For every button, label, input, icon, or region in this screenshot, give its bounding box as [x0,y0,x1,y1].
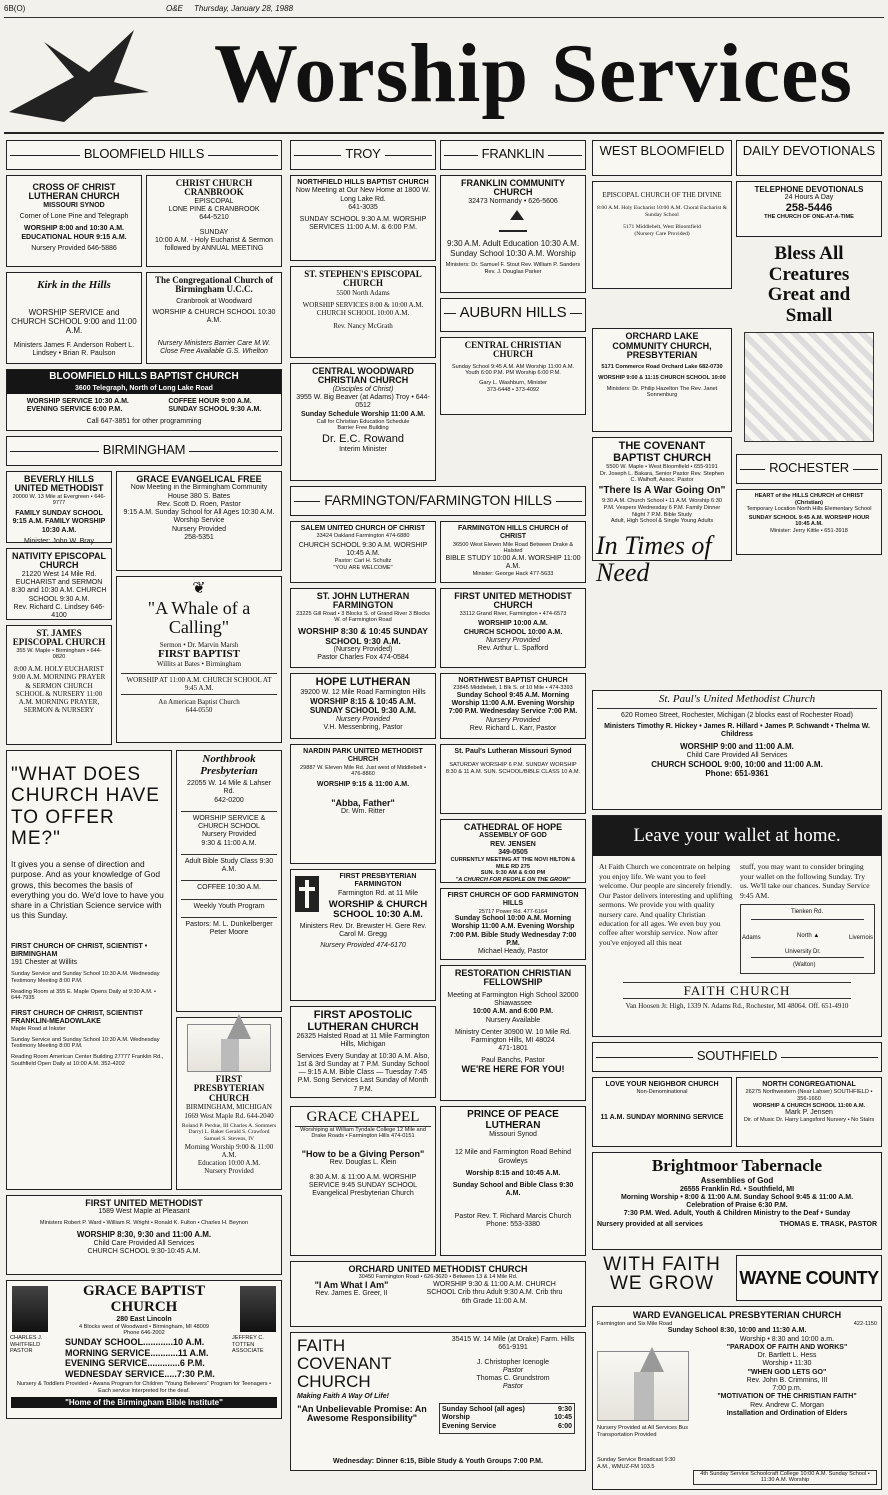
ad-ward-evangelical: WARD EVANGELICAL PRESBYTERIAN CHURCH Farmington and Six Mile Road 422-1150 Sunday School 8:30, 10:00 and 11:30 A.M. Worship • 8:30 and 10:00 a.m. "PARADOX OF FAITH AND WORKS" Dr. Bartlett L. Hess Worship • 11:30 "WHEN GOD LETS GO" Rev. John B. Crimmins, III 7:00 p.m. "MOTIVATION OF THE CHRISTIAN FAITH" Rev. Andrew C. Morgan Installation and Ordination of Elders Nursery Provided at All Services Bus Transportation Provided Sunday Service Broadcast 9:30 A.M., WMUZ-FM 103.5 4th Sunday Service Schoolcraft College 10:00 A.M. Sunday School • 11:30 A.M. Worship [592,1306,882,1490]
ad-grace-evangelical: GRACE EVANGELICAL FREE Now Meeting in the Birmingham Community House 380 S. Bates Rev. Scott D. Roen, Pastor 9:15 A.M. Sunday School for All Ages 10:30 A.M. Worship Service Nursery Provided 258-5351 [116,471,282,571]
ad-central-woodward: CENTRAL WOODWARD CHRISTIAN CHURCH (Disciples of Christ) 3955 W. Big Beaver (at Adams) Troy • 644-0512 Sunday Schedule Worship 11:00 A.M. Call for Christian Education Schedule Barrier Free Building Dr. E.C. Rowand Interim Minister [290,363,436,481]
ad-northfield-hills-baptist: NORTHFIELD HILLS BAPTIST CHURCH Now Meeting at Our New Home at 1800 W. Long Lake Rd. 641-3035 SUNDAY SCHOOL 9:30 A.M. WORSHIP SERVICES 11:00 A.M. & 6:00 P.M. [290,175,436,261]
ad-beverly-hills: BEVERLY HILLS UNITED METHODIST 20000 W. 13 Mile at Evergreen • 646-9777 FAMILY SUNDAY SCHOOL 9:15 A.M. FAMILY WORSHIP 10:30 A.M. Minister: John W. Bray [6,471,112,543]
ad-cross-of-christ: CROSS OF CHRIST LUTHERAN CHURCH MISSOURI SYNOD Corner of Lone Pine and Telegraph WORSHIP 8:00 and 10:30 A.M. EDUCATIONAL HOUR 9:15 A.M. Nursery Provided 646-5886 [6,175,142,267]
ad-congregational-church: The Congregational Church of Birmingham U.C.C. Cranbrook at Woodward WORSHIP & CHURCH SCHOOL 10:30 A.M. Nursery Ministers Barrier Care M.W. Close Free Available G.S. Whelton [146,272,282,364]
ad-heart-of-the-hills: HEART of the HILLS CHURCH of CHRIST (Christian) Temporary Location North Hills Elementary School SUNDAY SCHOOL 9:45 A.M. WORSHIP HOUR 10:45 A.M. Minister: Jerry Kittle • 651-3918 [736,489,882,555]
pastor-photo [12,1286,48,1332]
ad-whale-of-a-calling: ❦ "A Whale of a Calling" Sermon • Dr. Marvin Marsh FIRST BAPTIST Willits at Bates • Birmingham WORSHIP AT 11:00 A.M. CHURCH SCHOOL AT 9:45 A.M. An American Baptist Church 644-0550 [116,576,282,743]
ad-first-church-of-god: FIRST CHURCH OF GOD FARMINGTON HILLS 25717 Power Rd. 477-6164 Sunday School 10:00 A.M. Morning Worship 11:00 A.M. Evening Worship 7:00 P.M. Bible Study Wednesday 7:00 P.M. Michael Heady, Pastor [440,888,586,960]
section-farmington: FARMINGTON/FARMINGTON HILLS [290,486,586,516]
section-auburn-hills: AUBURN HILLS [440,298,586,332]
faith-church-map: Tienken Rd. North ▲ University Dr. (Walton) Adams Livernois [740,904,875,974]
dove-logo [4,22,154,132]
masthead-title: Worship Services [214,27,853,120]
ad-first-presbyterian-birmingham: FIRST PRESBYTERIAN CHURCH BIRMINGHAM, MICHIGAN 1669 West Maple Rd. 644-2040 Roland P. Perdue, III Charles A. Sommers Darryl L. Baker Gerald S. Crawford Samuel S. Stevens, IV Morning Worship 9:00 & 11:00 A.M. Education 10:00 A.M. Nursery Provided [176,1017,282,1190]
ad-prince-of-peace: PRINCE OF PEACE LUTHERAN Missouri Synod 12 Mile and Farmington Road Behind Growleys Worship 8:15 and 10:45 A.M. Sunday School and Bible Class 9:30 A.M. Pastor Rev. T. Richard Marcis Church Phone: 553-3380 [440,1106,586,1256]
column-2 [290,140,586,1476]
ad-nativity-episcopal: NATIVITY EPISCOPAL CHURCH 21220 West 14 Mile Rd. EUCHARIST and SERMON 8:30 and 10:30 A.M. CHURCH SCHOOL 9:30 A.M. Rev. Richard C. Lindsey 646-4100 [6,548,112,620]
ad-northbrook-presbyterian: Northbrook Presbyterian 22055 W. 14 Mile & Lahser Rd. 642-0200 WORSHIP SERVICE & CHURCH SCHOOL Nursery Provided 9:30 & 11:00 A.M. Adult Bible Study Class 9:30 A.M. COFFEE 10:30 A.M. Weekly Youth Program Pastors: M. L. Dunkelberger Peter Moore [176,750,282,1012]
ad-orchard-united-methodist: ORCHARD UNITED METHODIST CHURCH 30450 Farmington Road • 626-3620 • Between 13 & 14 Mile Rd. "I Am What I Am" Rev. James E. Greer, II WORSHIP 9:30 & 11:00 A.M. CHURCH SCHOOL Crib thru Adult 9:30 A.M. Crib thru 6th Grade 11:00 A.M. [290,1261,586,1327]
ad-first-presbyterian-farmington: FIRST PRESBYTERIAN FARMINGTON Farmington Rd. at 11 Mile WORSHIP & CHURCH SCHOOL 10:30 A.M. Ministers Rev. Dr. Brewster H. Gere Rev. Carol M. Gregg Nursery Provided 474-6170 [290,869,436,1001]
ad-brightmoor-tabernacle: Brightmoor Tabernacle Assemblies of God 26555 Franklin Rd. • Southfield, MI Morning Worship • 8:00 & 11:00 A.M. Sunday School 9:45 & 11:00 A.M. Celebration of Praise 6:30 P.M. 7:30 P.M. Wed. Adult, Youth & Children Ministry to the Deaf • Sunday Nursery provided at all services THOMAS E. TRASK, PASTOR [592,1152,882,1250]
ad-st-stephens: ST. STEPHEN'S EPISCOPAL CHURCH 5500 North Adams WORSHIP SERVICES 8:00 & 10:00 A.M. CHURCH SCHOOL 10:00 A.M. Rev. Nancy McGrath [290,266,436,358]
with-faith-we-grow: WITH FAITH WE GROW [603,1254,721,1295]
ad-hope-lutheran: HOPE LUTHERAN 39200 W. 12 Mile Road Farmington Hills WORSHIP 8:15 & 10:45 A.M. SUNDAY SCHOOL 9:30 A.M. Nursery Provided V.H. Messenbring, Pastor [290,673,436,739]
section-southfield: SOUTHFIELD [592,1042,882,1072]
ad-grace-chapel: GRACE CHAPEL Worshiping at William Tyndale College 12 Mile and Drake Roads • Farmington Hills 474-0151 "How to be a Giving Person" Rev. Douglas L. Klein 8:30 A.M. & 11:00 A.M. WORSHIP SERVICE 9:45 SUNDAY SCHOOL Evangelical Presbyterian Church [290,1106,436,1256]
ad-christ-church-cranbrook: CHRIST CHURCH CRANBROOK EPISCOPAL LONE PINE & CRANBROOK 644-5210 SUNDAY 10:00 A.M. - Holy Eucharist & Sermon followed by ANNUAL MEETING [146,175,282,267]
ad-bloomfield-hills-baptist: BLOOMFIELD HILLS BAPTIST CHURCH 3600 Telegraph, North of Long Lake Road WORSHIP SERVICE 10:30 A.M. EVENING SERVICE 6:00 P.M. COFFEE HOUR 9:00 A.M. SUNDAY SCHOOL 9:30 A.M. Call 647-3851 for other programming [6,369,282,431]
ad-first-apostolic: FIRST APOSTOLIC LUTHERAN CHURCH 26325 Halsted Road at 11 Mile Farmington Hills, Michigan Services Every Sunday at 10:30 A.M. Also, 1st & 3rd Sunday at 7 P.M. Sunday School — 9:15 A.M. Bible Class — Tuesday 7:45 P.M. Song Services Last Sunday of Month 7 P.M. [290,1006,436,1098]
ad-orchard-lake: ORCHARD LAKE COMMUNITY CHURCH, PRESBYTERIAN 5171 Commerce Road Orchard Lake 682-0730 WORSHIP 9:00 & 11:15 CHURCH SCHOOL 10:00 Ministers: Dr. Philip Hazelton The Rev. Janet Sonnenburg [592,328,732,432]
publication-name: O&E [166,4,183,13]
page-header [4,4,884,18]
ad-first-united-methodist-birmingham: FIRST UNITED METHODIST 1589 West Maple at Pleasant Ministers Robert P. Ward • William R. Wright • Ronald K. Fulton • Charles H. Beynon WORSHIP 8:30, 9:30 and 11:00 A.M. Child Care Provided All Services CHURCH SCHOOL 9:30-10:45 A.M. [6,1195,282,1275]
church-sketch-image [187,1024,271,1072]
section-franklin: FRANKLIN [440,140,586,170]
ad-st-john-lutheran: ST. JOHN LUTHERAN FARMINGTON 23225 Gill Road • 3 Blocks S. of Grand River 3 Blocks W. of Farmington Road WORSHIP 8:30 & 10:45 SUNDAY SCHOOL 9:30 A.M. (Nursery Provided) Pastor Charles Fox 474-0584 [290,588,436,668]
section-rochester: ROCHESTER [736,454,882,484]
ad-franklin-community: FRANKLIN COMMUNITY CHURCH 32473 Normandy • 626-5606 9:30 A.M. Adult Education 10:30 A.M. Sunday School 10:30 A.M. Worship Ministers: Dr. Samuel F. Stout Rev. William P. Sanders Rev. J. Douglas Parker [440,175,586,293]
ward-church-image [597,1351,689,1421]
column-1 [6,140,282,1424]
associate-photo [240,1286,276,1332]
ad-st-pauls-lutheran: St. Paul's Lutheran Missouri Synod SATURDAY WORSHIP 6 P.M. SUNDAY WORSHIP 8:30 & 11 A.M. SUN. SCHOOL/BIBLE CLASS 10 A.M. [440,744,586,814]
ad-christian-science: "WHAT DOES CHURCH HAVE TO OFFER ME?" It gives you a sense of direction and purpose. And as your knowledge of God grows, this becomes the basis of everything you do. We'd love to have you share in a Christian Science service with us this Sunday. FIRST CHURCH OF CHRIST, SCIENTIST • BIRMINGHAM 191 Chester at Willits Sunday Service and Sunday School 10:30 A.M. Wednesday Testimony Meeting 8:00 P.M. Reading Room at 355 E. Maple Opens Daily at 9:30 A.M. • 644-7935 FIRST CHURCH OF CHRIST, SCIENTIST FRANKLIN-MEADOWLAKE Maple Road at Inkster Sunday Service and Sunday School 10:30 A.M. Wednesday Testimony Meeting 8:00 P.M. Reading Room American Center Building 27777 Franklin Rd., Southfield Open Daily at 10:00 A.M. 352-4202 [6,750,172,1190]
ad-central-christian: CENTRAL CHRISTIAN CHURCH Sunday School 9:45 A.M. AM Worship 11:00 A.M. Youth 6:00 P.M. PM Worship 6:00 P.M. Gary L. Washburn, Minister 373-6448 • 373-4092 [440,337,586,415]
ad-cathedral-of-hope: CATHEDRAL OF HOPE ASSEMBLY OF GOD REV. JENSEN 349-0505 CURRENTLY MEETING AT THE NOVI HILTON & MILE RD 275 SUN. 9:30 AM & 6:00 PM "A CHURCH FOR PEOPLE ON THE GROW" [440,819,586,883]
in-times-of-need: In Times of Need [596,531,712,588]
ad-st-pauls-umc: St. Paul's United Methodist Church 620 Romeo Street, Rochester, Michigan (2 blocks east of Rochester Road) Ministers Timothy R. Hickey • James R. Hillard • James P. Schwandt • Thelma W. Childress WORSHIP 9:00 and 11:00 A.M. Child Care Provided All Services CHURCH SCHOOL 9:00, 10:00 and 11:00 A.M. Phone: 651-9361 [592,690,882,810]
ad-faith-covenant: FAITH COVENANT CHURCH 35415 W. 14 Mile (at Drake) Farm. Hills 661-9191 J. Christopher Icenogle Pastor Thomas C. Grundstrom Pastor Making Faith A Way Of Life! "An Unbelievable Promise: An Awesome Responsibility" Sunday School (all ages) 9:30 Worship 10:45 Evening Service 6:00 Wednesday: Dinner 6:15, Bible Study & Youth Groups 7:00 P.M. [290,1332,586,1471]
ad-covenant-baptist: THE COVENANT BAPTIST CHURCH 5500 W. Maple • West Bloomfield • 655-9191 Dr. Joseph L. Bakara, Senior Pastor Rev. Stephen C. Walhoff, Assoc. Pastor "There Is A War Going On" 9:30 A.M. Church School • 11 A.M. Worship 6:30 P.M. Vespers Wednesday 6 P.M. Family Dinner Night 7 P.M. Bible Study Adult, High School & Single Young Adults [592,437,732,561]
ad-st-james-episcopal: ST. JAMES EPISCOPAL CHURCH 355 W. Maple • Birmingham • 644-0820 8:00 A.M. HOLY EUCHARIST 9:00 A.M. MORNING PRAYER & SERMON CHURCH SCHOOL & NURSERY 11:00 A.M. MORNING PRAYER, SERMON & NURSERY [6,625,112,745]
ad-north-congregational: NORTH CONGREGATIONAL 26275 Northwestern (Near Lahser) SOUTHFIELD • 356-1660 WORSHIP & CHURCH SCHOOL 11:00 A.M. Mark P. Jensen Dir. of Music Dr. Harry Langsford Nursery • No Stairs [736,1077,882,1147]
ad-faith-church: Leave your wallet at home. At Faith Church we concentrate on helping you enjoy life. We want you to feel welcome. Our people are sincerely friendly. Our Pastor delivers interesting and uplifting sermons. We provide you with quality nursery care. And quality Christian education for all ages. We even buy you coffee after worship service. Now after you've enjoyed all this neat stuff, you may want to consider bringing your wallet on the following Sunday. Try us. We'll take our chances. Sunday Service 9:45 AM. Tienken Rd. North ▲ University Dr. (Walton) Adams Livernois FAITH CHURCH Van Hoosen Jr. High, 1339 N. Adams Rd., Rochester, MI 48064. Off. 651-4910 [592,815,882,1037]
ad-kirk-in-the-hills: Kirk in the Hills WORSHIP SERVICE and CHURCH SCHOOL 9:00 and 11:00 A.M. Ministers James F. Anderson Robert L. Lindsey • Brian R. Paulson [6,272,142,364]
ad-love-your-neighbor: LOVE YOUR NEIGHBOR CHURCH Non-Denominational 11 A.M. SUNDAY MORNING SERVICE [592,1077,732,1147]
ornament-icon: ❦ [192,580,206,597]
column-3 [592,140,882,1495]
section-bloomfield-hills: BLOOMFIELD HILLS [6,140,282,170]
section-west-bloomfield: WEST BLOOMFIELD [592,140,732,176]
ad-salem-united: SALEM UNITED CHURCH OF CHRIST 33424 Oakland Farmington 474-6880 CHURCH SCHOOL 9:30 A.M. WORSHIP 10:45 A.M. Pastor: Carl H. Schultz "YOU ARE WELCOME" [290,521,436,583]
ad-nardin-park: NARDIN PARK UNITED METHODIST CHURCH 29887 W. Eleven Mile Rd. Just west of Middlebelt • 476-8860 WORSHIP 9:15 & 11:00 A.M. "Abba, Father" Dr. Wm. Ritter [290,744,436,864]
cross-icon [295,876,319,912]
ad-telephone-devotionals: TELEPHONE DEVOTIONALS 24 Hours A Day 258-5446 THE CHURCH OF ONE-AT-A-TIME [736,181,882,237]
masthead [4,22,884,134]
section-wayne-county: WAYNE COUNTY [736,1255,882,1301]
church-icon [499,210,527,232]
ad-farmington-hills-church-of-christ: FARMINGTON HILLS CHURCH of CHRIST 36500 West Eleven Mile Road Between Drake & Halsted BIBLE STUDY 10:00 A.M. WORSHIP 11:00 A.M. Minister: George Hack 477-5633 [440,521,586,583]
publication-date: Thursday, January 28, 1988 [194,4,294,13]
bless-all-creatures: Bless All Creatures Great and Small [767,243,851,326]
section-daily-devotionals: DAILY DEVOTIONALS [736,140,882,176]
ad-grace-baptist: GRACE BAPTIST CHURCH 280 East Lincoln 4 Blocks west of Woodward • Birmingham, MI 48009 Phone 646-2002 CHARLES J. WHITFIELD PASTOR JEFFREY C. TOTTEN ASSOCIATE SUNDAY SCHOOL............10 A.M. MORNING SERVICE...........11 A.M. EVENING SERVICE.............6 P.M. WEDNESDAY SERVICE.....7:30 P.M. Nursery & Toddlers Provided • Awana Program for Children "Young Believers" Program for Teenagers • Each service interpreted for the deaf. "Home of the Birmingham Bible Institute" [6,1280,282,1419]
ad-northwest-baptist: NORTHWEST BAPTIST CHURCH 23845 Middlebelt, 1 Blk S. of 10 Mile • 474-3393 Sunday School 9:45 A.M. Morning Worship 11:00 A.M. Evening Worship 7:00 P.M. Wednesday Service 7:00 P.M. Nursery Provided Rev. Richard L. Karr, Pastor [440,673,586,739]
stained-glass-dove-image [744,332,874,442]
section-troy: TROY [290,140,436,170]
ad-west-bloomfield-episcopal: EPISCOPAL CHURCH OF THE DIVINE 8:00 A.M. Holy Eucharist 10:00 A.M. Choral Eucharist & Sunday School 5171 Middlebelt, West Bloomfield (Nursery Care Provided) [592,181,732,289]
section-birmingham: BIRMINGHAM [6,436,282,466]
page-number: 6B(O) [4,4,26,13]
ad-restoration-fellowship: RESTORATION CHRISTIAN FELLOWSHIP Meeting at Farmington High School 32000 Shiawassee 10:00 A.M. and 6:00 P.M. Nursery Available Ministry Center 30900 W. 10 Mile Rd. Farmington Hills, MI 48024 471-1801 Paul Banchs, Pastor WE'RE HERE FOR YOU! [440,965,586,1101]
ad-first-united-farmington: FIRST UNITED METHODIST CHURCH 33112 Grand River, Farmington • 474-6573 WORSHIP 10:00 A.M. CHURCH SCHOOL 10:00 A.M. Nursery Provided Rev. Arthur L. Spafford [440,588,586,668]
